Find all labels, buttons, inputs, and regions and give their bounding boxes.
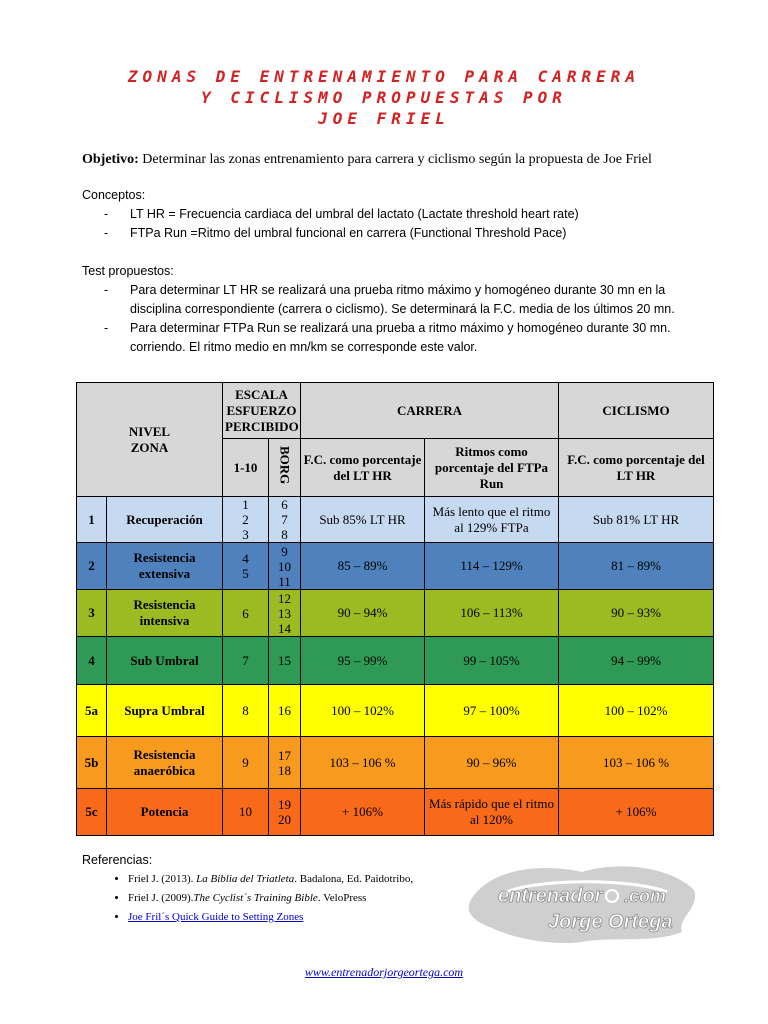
zone-id: 5b (77, 737, 107, 789)
zone-ritmo: Más rápido que el ritmo al 120% (425, 789, 559, 836)
zone-ciclismo: + 106% (559, 789, 714, 836)
zone-ritmo: 114 – 129% (425, 543, 559, 590)
concept-text: FTPa Run =Ritmo del umbral funcional en carrera (Functional Threshold Pace) (130, 226, 567, 240)
reference-item: • Friel J. (2013). La Biblia del Triatleta. Badalona, Ed. Paidotribo, (128, 873, 413, 885)
test-item: - Para determinar FTPa Run se realizará una prueba a ritmo máximo y homogéneo durante 30 mn. corriendo. El ritmo medio en mn/km se corresponde este valor. (104, 321, 671, 354)
zone-ritmo: 90 – 96% (425, 737, 559, 789)
quick-guide-link[interactable]: Joe Fril´s Quick Guide to Setting Zones (128, 911, 304, 923)
zone-ritmo: 106 – 113% (425, 590, 559, 637)
zone-id: 4 (77, 637, 107, 685)
zone-ciclismo: 103 – 106 % (559, 737, 714, 789)
title-line-3: JOE FRIEL (318, 109, 450, 128)
zone-ciclismo: 90 – 93% (559, 590, 714, 637)
header-escala: ESCALA ESFUERZO PERCIBIDO (223, 383, 301, 439)
zone-borg: 17 18 (269, 737, 301, 789)
table-row (77, 637, 714, 685)
zone-fc: 103 – 106 % (301, 737, 425, 789)
concept-item: - FTPa Run =Ritmo del umbral funcional en carrera (Functional Threshold Pace) (104, 226, 567, 240)
zone-fc: Sub 85% LT HR (301, 497, 425, 543)
zone-borg: 15 (269, 637, 301, 685)
zone-id: 1 (77, 497, 107, 543)
conceptos-heading: Conceptos: (82, 188, 146, 202)
test-text: Para determinar FTPa Run se realizará una prueba a ritmo máximo y homogéneo durante 30 mn. corriendo. El ritmo medio en mn/km se corresponde este valor. (130, 321, 671, 354)
zone-id: 5c (77, 789, 107, 836)
objective-label: Objetivo: (82, 152, 139, 167)
zone-borg: 19 20 (269, 789, 301, 836)
test-text: Para determinar LT HR se realizará una prueba ritmo máximo y homogéneo durante 30 mn en la disciplina correspondiente (carrera o ciclismo). Se determinará la F.C. media de los últimos 20 mn. (130, 283, 675, 316)
table-row (77, 789, 714, 836)
table-row (77, 685, 714, 737)
zone-name: Resistencia intensiva (107, 590, 223, 637)
logo-text-name: Jorge Ortega (548, 911, 673, 933)
conceptos-section (82, 188, 579, 243)
header-fc-carrera: F.C. como porcentaje del LT HR (301, 439, 425, 497)
zone-ciclismo: Sub 81% LT HR (559, 497, 714, 543)
zone-name: Potencia (107, 789, 223, 836)
zone-fc: 100 – 102% (301, 685, 425, 737)
zone-ritmo: Más lento que el ritmo al 129% FTPa (425, 497, 559, 543)
zone-scale: 7 (223, 637, 269, 685)
title-line-2: Y CICLISMO PROPUESTAS POR (201, 88, 567, 107)
table-row (77, 590, 714, 637)
zone-name: Sub Umbral (107, 637, 223, 685)
zone-scale: 9 (223, 737, 269, 789)
reference-item (128, 911, 413, 923)
header-ciclismo: CICLISMO (559, 383, 714, 439)
zone-fc: 95 – 99% (301, 637, 425, 685)
references-section (82, 853, 413, 930)
zone-borg: 9 10 11 (269, 543, 301, 590)
zone-id: 2 (77, 543, 107, 590)
zone-ciclismo: 94 – 99% (559, 637, 714, 685)
header-borg (269, 439, 301, 497)
header-borg-label: BORG (277, 446, 293, 485)
zone-name: Resistencia extensiva (107, 543, 223, 590)
zone-fc: 90 – 94% (301, 590, 425, 637)
table-row (77, 543, 714, 590)
header-1-10: 1-10 (223, 439, 269, 497)
zone-name: Recuperación (107, 497, 223, 543)
zone-ritmo: 97 – 100% (425, 685, 559, 737)
zone-scale: 4 5 (223, 543, 269, 590)
zone-ciclismo: 100 – 102% (559, 685, 714, 737)
zone-scale: 10 (223, 789, 269, 836)
entrenador-logo (462, 858, 702, 948)
website-link[interactable]: www.entrenadorjorgeortega.com (304, 965, 464, 979)
tests-heading: Test propuestos: (82, 264, 174, 278)
zone-ritmo: 99 – 105% (425, 637, 559, 685)
concept-item: - LT HR = Frecuencia cardiaca del umbral del lactato (Lactate threshold heart rate) (104, 207, 579, 221)
zone-id: 5a (77, 685, 107, 737)
logo-text-entrenador: entrenador (498, 885, 603, 907)
document-title (0, 66, 768, 129)
reference-item: • Friel J. (2009).The Cyclist´s Training Bible. VeloPress (128, 892, 413, 904)
test-item: - Para determinar LT HR se realizará una prueba ritmo máximo y homogéneo durante 30 mn en la disciplina correspondiente (carrera o ciclismo). Se determinará la F.C. media de los últimos 20 mn. (104, 283, 675, 316)
zone-name: Supra Umbral (107, 685, 223, 737)
zone-fc: + 106% (301, 789, 425, 836)
zone-ciclismo: 81 – 89% (559, 543, 714, 590)
header-carrera: CARRERA (301, 383, 559, 439)
concept-text: LT HR = Frecuencia cardiaca del umbral del lactato (Lactate threshold heart rate) (130, 207, 579, 221)
footer (0, 965, 768, 980)
references-list (82, 873, 413, 923)
references-heading: Referencias: (82, 853, 153, 867)
header-nivel-zona: NIVEL ZONA (77, 383, 223, 497)
zone-name: Resistencia anaeróbica (107, 737, 223, 789)
objective (82, 152, 652, 168)
zone-borg: 12 13 14 (269, 590, 301, 637)
table-row (77, 497, 714, 543)
header-ritmos: Ritmos como porcentaje del FTPa Run (425, 439, 559, 497)
logo-text-com: .com (624, 886, 667, 906)
zone-scale: 6 (223, 590, 269, 637)
tests-section (82, 264, 702, 357)
zones-table (76, 382, 714, 836)
zone-scale: 1 2 3 (223, 497, 269, 543)
zone-fc: 85 – 89% (301, 543, 425, 590)
title-line-1: ZONAS DE ENTRENAMIENTO PARA CARRERA (127, 67, 641, 86)
table-row (77, 737, 714, 789)
objective-text: Determinar las zonas entrenamiento para carrera y ciclismo según la propuesta de Joe Friel (138, 152, 652, 167)
zone-borg: 6 7 8 (269, 497, 301, 543)
zone-id: 3 (77, 590, 107, 637)
zone-borg: 16 (269, 685, 301, 737)
zone-scale: 8 (223, 685, 269, 737)
header-fc-ciclismo: F.C. como porcentaje del LT HR (559, 439, 714, 497)
